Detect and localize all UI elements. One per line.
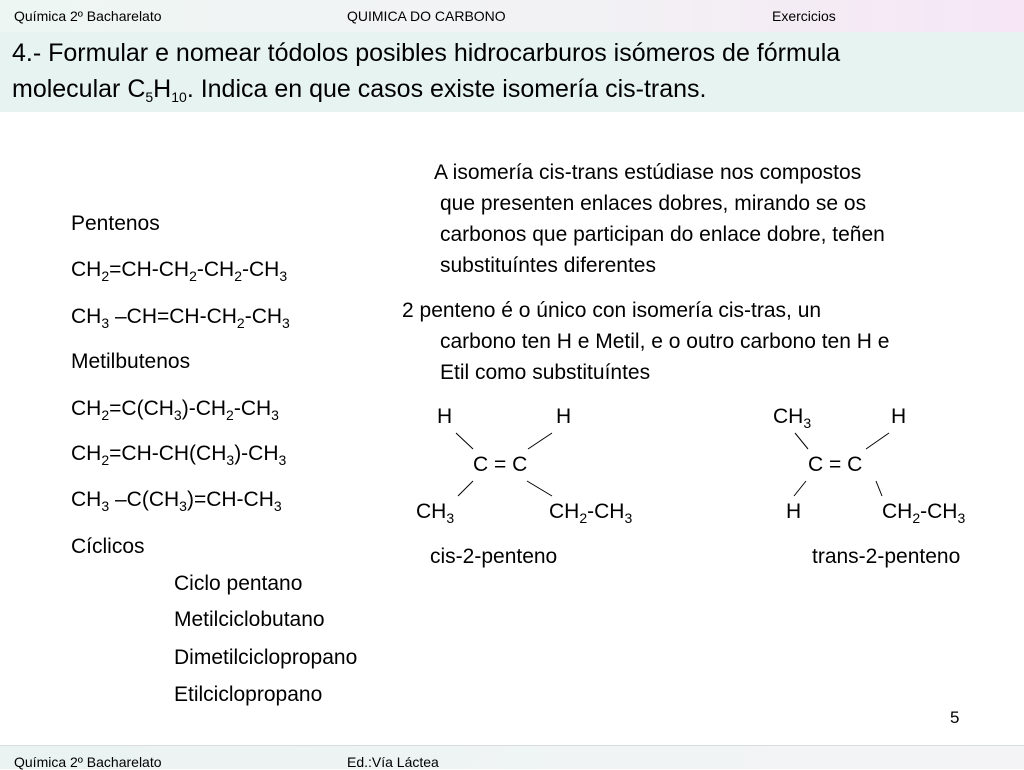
formula-2-pentene: $CH_3$ $-CH=CH-CH_2-CH_3$ [71,305,290,331]
trans-top-right-h: H [891,405,907,428]
slide-number: 5 [950,708,960,727]
trans-name: trans-2-penteno [812,545,961,568]
trans-bond-bottom-left [794,481,806,496]
header-section: Exercicios [772,8,836,24]
cyclic-item: Etilciclopropano [174,683,323,706]
formula-2-methyl-1-butene: $CH_2=C(CH_3)-CH_2-CH_3$ [71,397,279,423]
formula-3-methyl-1-butene: $CH_2=CH-CH(CH_3)-CH_3$ [71,442,287,468]
footer-bar [0,745,1024,769]
formula-1-pentene: $CH_2=CH-CH_2-CH_2-CH_3$ [71,258,288,284]
trans-bond-top-right [866,433,889,449]
title-line-1: 4.- Formular e nomear tódolos posibles hidrocarburos isómeros de fórmula [12,39,841,67]
formula-2-methyl-2-butene: $CH_3$ $-C(CH_3)=CH-CH_3$ [71,488,282,514]
cis-bond-bottom-left [458,481,473,496]
cyclic-item: Metilciclobutano [174,608,325,631]
cis-bottom-left-methyl: $CH_3$ [416,500,455,526]
header-topic: QUIMICA DO CARBONO [347,8,506,24]
heading-metilbutenos: Metilbutenos [71,350,191,373]
header-course: Química 2º Bacharelato [14,8,162,24]
pentene-explanation: 2 penteno é o único con isomería cis-tras, un carbono ten H e Metil, e o outro carbono ten H e Etil como substituíntes [402,299,890,384]
trans-bond-bottom-right [876,481,882,496]
trans-bottom-left-h: H [786,500,802,523]
heading-ciclicos: Cíclicos [71,535,145,558]
heading-pentenos: Pentenos [71,212,160,235]
cis-top-right-h: H [556,405,572,428]
trans-double-bond: C = C [808,453,863,476]
cis-bond-bottom-right [527,481,552,496]
cyclic-item: Ciclo pentano [174,572,303,595]
footer-course: Química 2º Bacharelato [14,754,162,770]
cis-bottom-right-ethyl: $CH_2-CH_3$ [549,500,633,526]
cis-double-bond: C = C [473,453,528,476]
footer-publisher: Ed.:Vía Láctea [347,754,439,770]
cis-trans-explanation: A isomería cis-trans estúdiase nos compostos que presenten enlaces dobres, mirando se os carbonos que participan do enlace dobre, teñen substituíntes diferentes [434,161,885,277]
cis-bond-top-right [528,433,552,449]
cis-name: cis-2-penteno [430,545,558,568]
cis-bond-top-left [456,433,473,449]
cyclic-item: Dimetilciclopropano [174,646,358,669]
trans-top-left-methyl: $CH_3$ [773,405,812,431]
trans-bond-top-left [795,433,808,449]
title-line-2: molecular $C_5H_{10}$. Indica en que casos existe isomería cis-trans. [12,75,707,105]
trans-bottom-right-ethyl: $CH_2-CH_3$ [882,500,966,526]
cis-top-left-h: H [437,405,453,428]
